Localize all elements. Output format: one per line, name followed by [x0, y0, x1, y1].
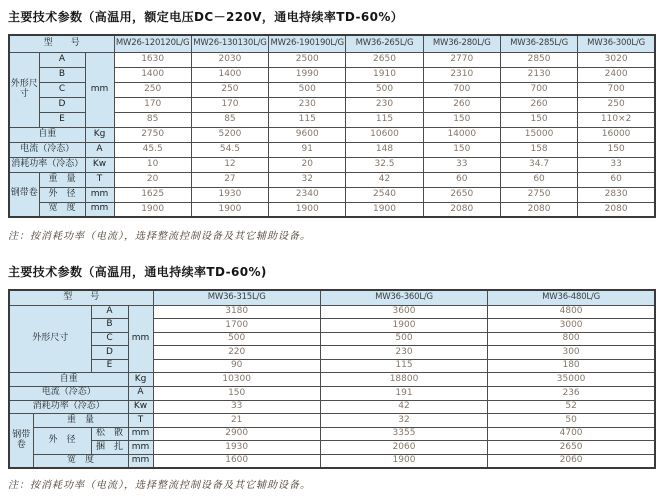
- value-cell: 3000: [488, 319, 655, 333]
- value-cell: 16000: [578, 127, 655, 142]
- value-cell: 158: [500, 142, 577, 157]
- value-cell: 12: [191, 157, 268, 172]
- value-cell: 115: [320, 359, 487, 373]
- value-cell: 60: [500, 172, 577, 187]
- coil-weight-label: 重 量: [33, 414, 128, 428]
- value-cell: 60: [423, 172, 500, 187]
- value-cell: 250: [578, 97, 655, 112]
- power-label: 消耗功率（冷态）: [9, 157, 85, 172]
- dim-row-d: [9, 346, 655, 360]
- value-cell: 260: [423, 97, 500, 112]
- value-cell: 150: [423, 142, 500, 157]
- value-cell: 1900: [269, 202, 346, 217]
- value-cell: 5200: [191, 127, 268, 142]
- value-cell: 60: [578, 172, 655, 187]
- power-unit: Kw: [128, 400, 153, 414]
- value-cell: 3355: [320, 427, 487, 441]
- value-cell: 2080: [578, 202, 655, 217]
- dim-key: C: [39, 82, 85, 97]
- dim-row-a: [9, 52, 655, 67]
- value-cell: 150: [423, 112, 500, 127]
- value-cell: 500: [153, 332, 320, 346]
- model-header-label: 型 号: [9, 290, 153, 305]
- dim-key: A: [39, 52, 85, 67]
- model-name-cell: MW36-280L/G: [423, 35, 500, 52]
- dim-key: A: [91, 305, 128, 319]
- dim-key: C: [91, 332, 128, 346]
- model-header-row: [9, 290, 655, 305]
- dim-key: D: [91, 346, 128, 360]
- value-cell: 150: [578, 142, 655, 157]
- value-cell: 2500: [269, 52, 346, 67]
- value-cell: 115: [269, 112, 346, 127]
- value-cell: 34.7: [500, 157, 577, 172]
- value-cell: 27: [191, 172, 268, 187]
- value-cell: 32: [320, 414, 487, 428]
- value-cell: 1900: [114, 202, 191, 217]
- value-cell: 2340: [269, 187, 346, 202]
- value-cell: 32.5: [346, 157, 423, 172]
- value-cell: 500: [346, 82, 423, 97]
- current-unit: A: [128, 387, 153, 401]
- coil-diameter-loose-unit: mm: [128, 427, 153, 441]
- power-row: [9, 400, 655, 414]
- current-row: [9, 387, 655, 401]
- value-cell: 33: [578, 157, 655, 172]
- coil-weight-label: 重 量: [39, 172, 85, 187]
- value-cell: 230: [320, 346, 487, 360]
- dim-key: E: [91, 359, 128, 373]
- model-name-cell: MW26-190190L/G: [269, 35, 346, 52]
- dim-row-a: [9, 305, 655, 319]
- value-cell: 1600: [153, 455, 320, 469]
- value-cell: 2080: [500, 202, 577, 217]
- dim-unit: mm: [85, 52, 114, 127]
- value-cell: 2130: [500, 67, 577, 82]
- value-cell: 9600: [269, 127, 346, 142]
- model-name-cell: MW36-480L/G: [488, 290, 655, 305]
- value-cell: 250: [191, 82, 268, 97]
- value-cell: 148: [346, 142, 423, 157]
- value-cell: 230: [269, 97, 346, 112]
- weight-unit: Kg: [85, 127, 114, 142]
- model-name-cell: MW36-360L/G: [320, 290, 487, 305]
- value-cell: 2540: [346, 187, 423, 202]
- value-cell: 42: [346, 172, 423, 187]
- value-cell: 3020: [578, 52, 655, 67]
- value-cell: 1900: [320, 455, 487, 469]
- value-cell: 700: [423, 82, 500, 97]
- value-cell: 10: [114, 157, 191, 172]
- value-cell: 4800: [488, 305, 655, 319]
- value-cell: 500: [320, 332, 487, 346]
- weight-row: [9, 373, 655, 387]
- coil-width-unit: mm: [128, 455, 153, 469]
- value-cell: 91: [269, 142, 346, 157]
- value-cell: 2770: [423, 52, 500, 67]
- value-cell: 3600: [320, 305, 487, 319]
- model-name-cell: MW36-265L/G: [346, 35, 423, 52]
- value-cell: 4700: [488, 427, 655, 441]
- coil-weight-unit: T: [85, 172, 114, 187]
- value-cell: 150: [153, 387, 320, 401]
- value-cell: 2080: [423, 202, 500, 217]
- value-cell: 800: [488, 332, 655, 346]
- coil-diameter-loose-row: [9, 427, 655, 441]
- value-cell: 20: [114, 172, 191, 187]
- value-cell: 300: [488, 346, 655, 360]
- weight-label: 自重: [9, 373, 128, 387]
- value-cell: 2830: [578, 187, 655, 202]
- model-name-cell: MW26-130130L/G: [191, 35, 268, 52]
- value-cell: 1700: [153, 319, 320, 333]
- dim-key: B: [39, 67, 85, 82]
- value-cell: 110×2: [578, 112, 655, 127]
- value-cell: 2400: [578, 67, 655, 82]
- footnote-2: 注：按消耗功率（电流），选择整流控制设备及其它辅助设备。: [8, 480, 311, 492]
- coil-width-unit: mm: [85, 202, 114, 217]
- value-cell: 2030: [191, 52, 268, 67]
- value-cell: 2750: [500, 187, 577, 202]
- value-cell: 54.5: [191, 142, 268, 157]
- value-cell: 2900: [153, 427, 320, 441]
- value-cell: 230: [346, 97, 423, 112]
- coil-diameter-bundled-row: [9, 441, 655, 455]
- coil-weight-row: [9, 414, 655, 428]
- model-header-row: [9, 35, 655, 52]
- value-cell: 1990: [269, 67, 346, 82]
- value-cell: 2060: [320, 441, 487, 455]
- value-cell: 220: [153, 346, 320, 360]
- value-cell: 50: [488, 414, 655, 428]
- value-cell: 170: [191, 97, 268, 112]
- coil-width-label: 宽 度: [39, 202, 85, 217]
- dim-key: D: [39, 97, 85, 112]
- current-unit: A: [85, 142, 114, 157]
- value-cell: 250: [114, 82, 191, 97]
- value-cell: 2750: [114, 127, 191, 142]
- value-cell: 10600: [346, 127, 423, 142]
- dim-group-label: 外形尺寸: [9, 52, 39, 127]
- dim-unit: mm: [128, 305, 153, 373]
- value-cell: 1930: [153, 441, 320, 455]
- value-cell: 1400: [114, 67, 191, 82]
- value-cell: 85: [114, 112, 191, 127]
- current-row: [9, 142, 655, 157]
- coil-diameter-bundled-unit: mm: [128, 441, 153, 455]
- value-cell: 20: [269, 157, 346, 172]
- value-cell: 85: [191, 112, 268, 127]
- value-cell: 33: [423, 157, 500, 172]
- value-cell: 1900: [346, 202, 423, 217]
- model-name-cell: MW26-120120L/G: [114, 35, 191, 52]
- value-cell: 90: [153, 359, 320, 373]
- value-cell: 260: [500, 97, 577, 112]
- power-unit: Kw: [85, 157, 114, 172]
- value-cell: 115: [346, 112, 423, 127]
- value-cell: 10300: [153, 373, 320, 387]
- weight-label: 自重: [9, 127, 85, 142]
- value-cell: 45.5: [114, 142, 191, 157]
- value-cell: 150: [500, 112, 577, 127]
- dim-row-b: [9, 319, 655, 333]
- power-label: 消耗功率（冷态）: [9, 400, 128, 414]
- value-cell: 2650: [423, 187, 500, 202]
- model-header-label: 型 号: [9, 35, 114, 52]
- value-cell: 170: [114, 97, 191, 112]
- power-row: [9, 157, 655, 172]
- value-cell: 1900: [320, 319, 487, 333]
- coil-diameter-row: [9, 187, 655, 202]
- footnote-1: 注：按消耗功率（电流），选择整流控制设备及其它辅助设备。: [8, 231, 311, 242]
- value-cell: 21: [153, 414, 320, 428]
- value-cell: 2310: [423, 67, 500, 82]
- value-cell: 18800: [320, 373, 487, 387]
- coil-diameter-loose-label: 松 散: [91, 427, 128, 441]
- dim-group-label: 外形尺寸: [9, 305, 91, 373]
- dim-key: B: [91, 319, 128, 333]
- value-cell: 1625: [114, 187, 191, 202]
- value-cell: 2650: [346, 52, 423, 67]
- model-name-cell: MW36-285L/G: [500, 35, 577, 52]
- coil-diameter-label: 外 径: [39, 187, 85, 202]
- spec-table-1: [8, 34, 656, 218]
- coil-width-row: [9, 202, 655, 217]
- coil-group-label: 钢带卷: [9, 172, 39, 217]
- current-label: 电流（冷态）: [9, 142, 85, 157]
- value-cell: 1930: [191, 187, 268, 202]
- value-cell: 32: [269, 172, 346, 187]
- coil-diameter-label: 外 径: [33, 427, 91, 454]
- coil-diameter-unit: mm: [85, 187, 114, 202]
- value-cell: 14000: [423, 127, 500, 142]
- value-cell: 33: [153, 400, 320, 414]
- value-cell: 52: [488, 400, 655, 414]
- value-cell: 236: [488, 387, 655, 401]
- page-title-1: 主要技术参数（高温用，额定电压DC－220V，通电持续率TD-60%）: [8, 10, 404, 24]
- coil-width-row: [9, 455, 655, 469]
- coil-group-label: 钢带卷: [9, 414, 33, 468]
- coil-weight-row: [9, 172, 655, 187]
- page-title-2: 主要技术参数（高温用，通电持续率TD-60%): [8, 265, 267, 279]
- model-name-cell: MW36-300L/G: [578, 35, 655, 52]
- value-cell: 1910: [346, 67, 423, 82]
- coil-width-label: 宽 度: [33, 455, 128, 469]
- dim-key: E: [39, 112, 85, 127]
- value-cell: 2650: [488, 441, 655, 455]
- coil-diameter-bundled-label: 捆 扎: [91, 441, 128, 455]
- value-cell: 2850: [500, 52, 577, 67]
- value-cell: 1400: [191, 67, 268, 82]
- value-cell: 2060: [488, 455, 655, 469]
- weight-row: [9, 127, 655, 142]
- value-cell: 180: [488, 359, 655, 373]
- dim-row-e: [9, 359, 655, 373]
- value-cell: 700: [578, 82, 655, 97]
- current-label: 电流（冷态）: [9, 387, 128, 401]
- spec-table-2: [8, 289, 656, 469]
- value-cell: 1630: [114, 52, 191, 67]
- dim-row-c: [9, 332, 655, 346]
- weight-unit: Kg: [128, 373, 153, 387]
- value-cell: 500: [269, 82, 346, 97]
- model-name-cell: MW36-315L/G: [153, 290, 320, 305]
- value-cell: 1900: [191, 202, 268, 217]
- value-cell: 191: [320, 387, 487, 401]
- value-cell: 700: [500, 82, 577, 97]
- value-cell: 35000: [488, 373, 655, 387]
- value-cell: 3180: [153, 305, 320, 319]
- coil-weight-unit: T: [128, 414, 153, 428]
- value-cell: 42: [320, 400, 487, 414]
- value-cell: 15000: [500, 127, 577, 142]
